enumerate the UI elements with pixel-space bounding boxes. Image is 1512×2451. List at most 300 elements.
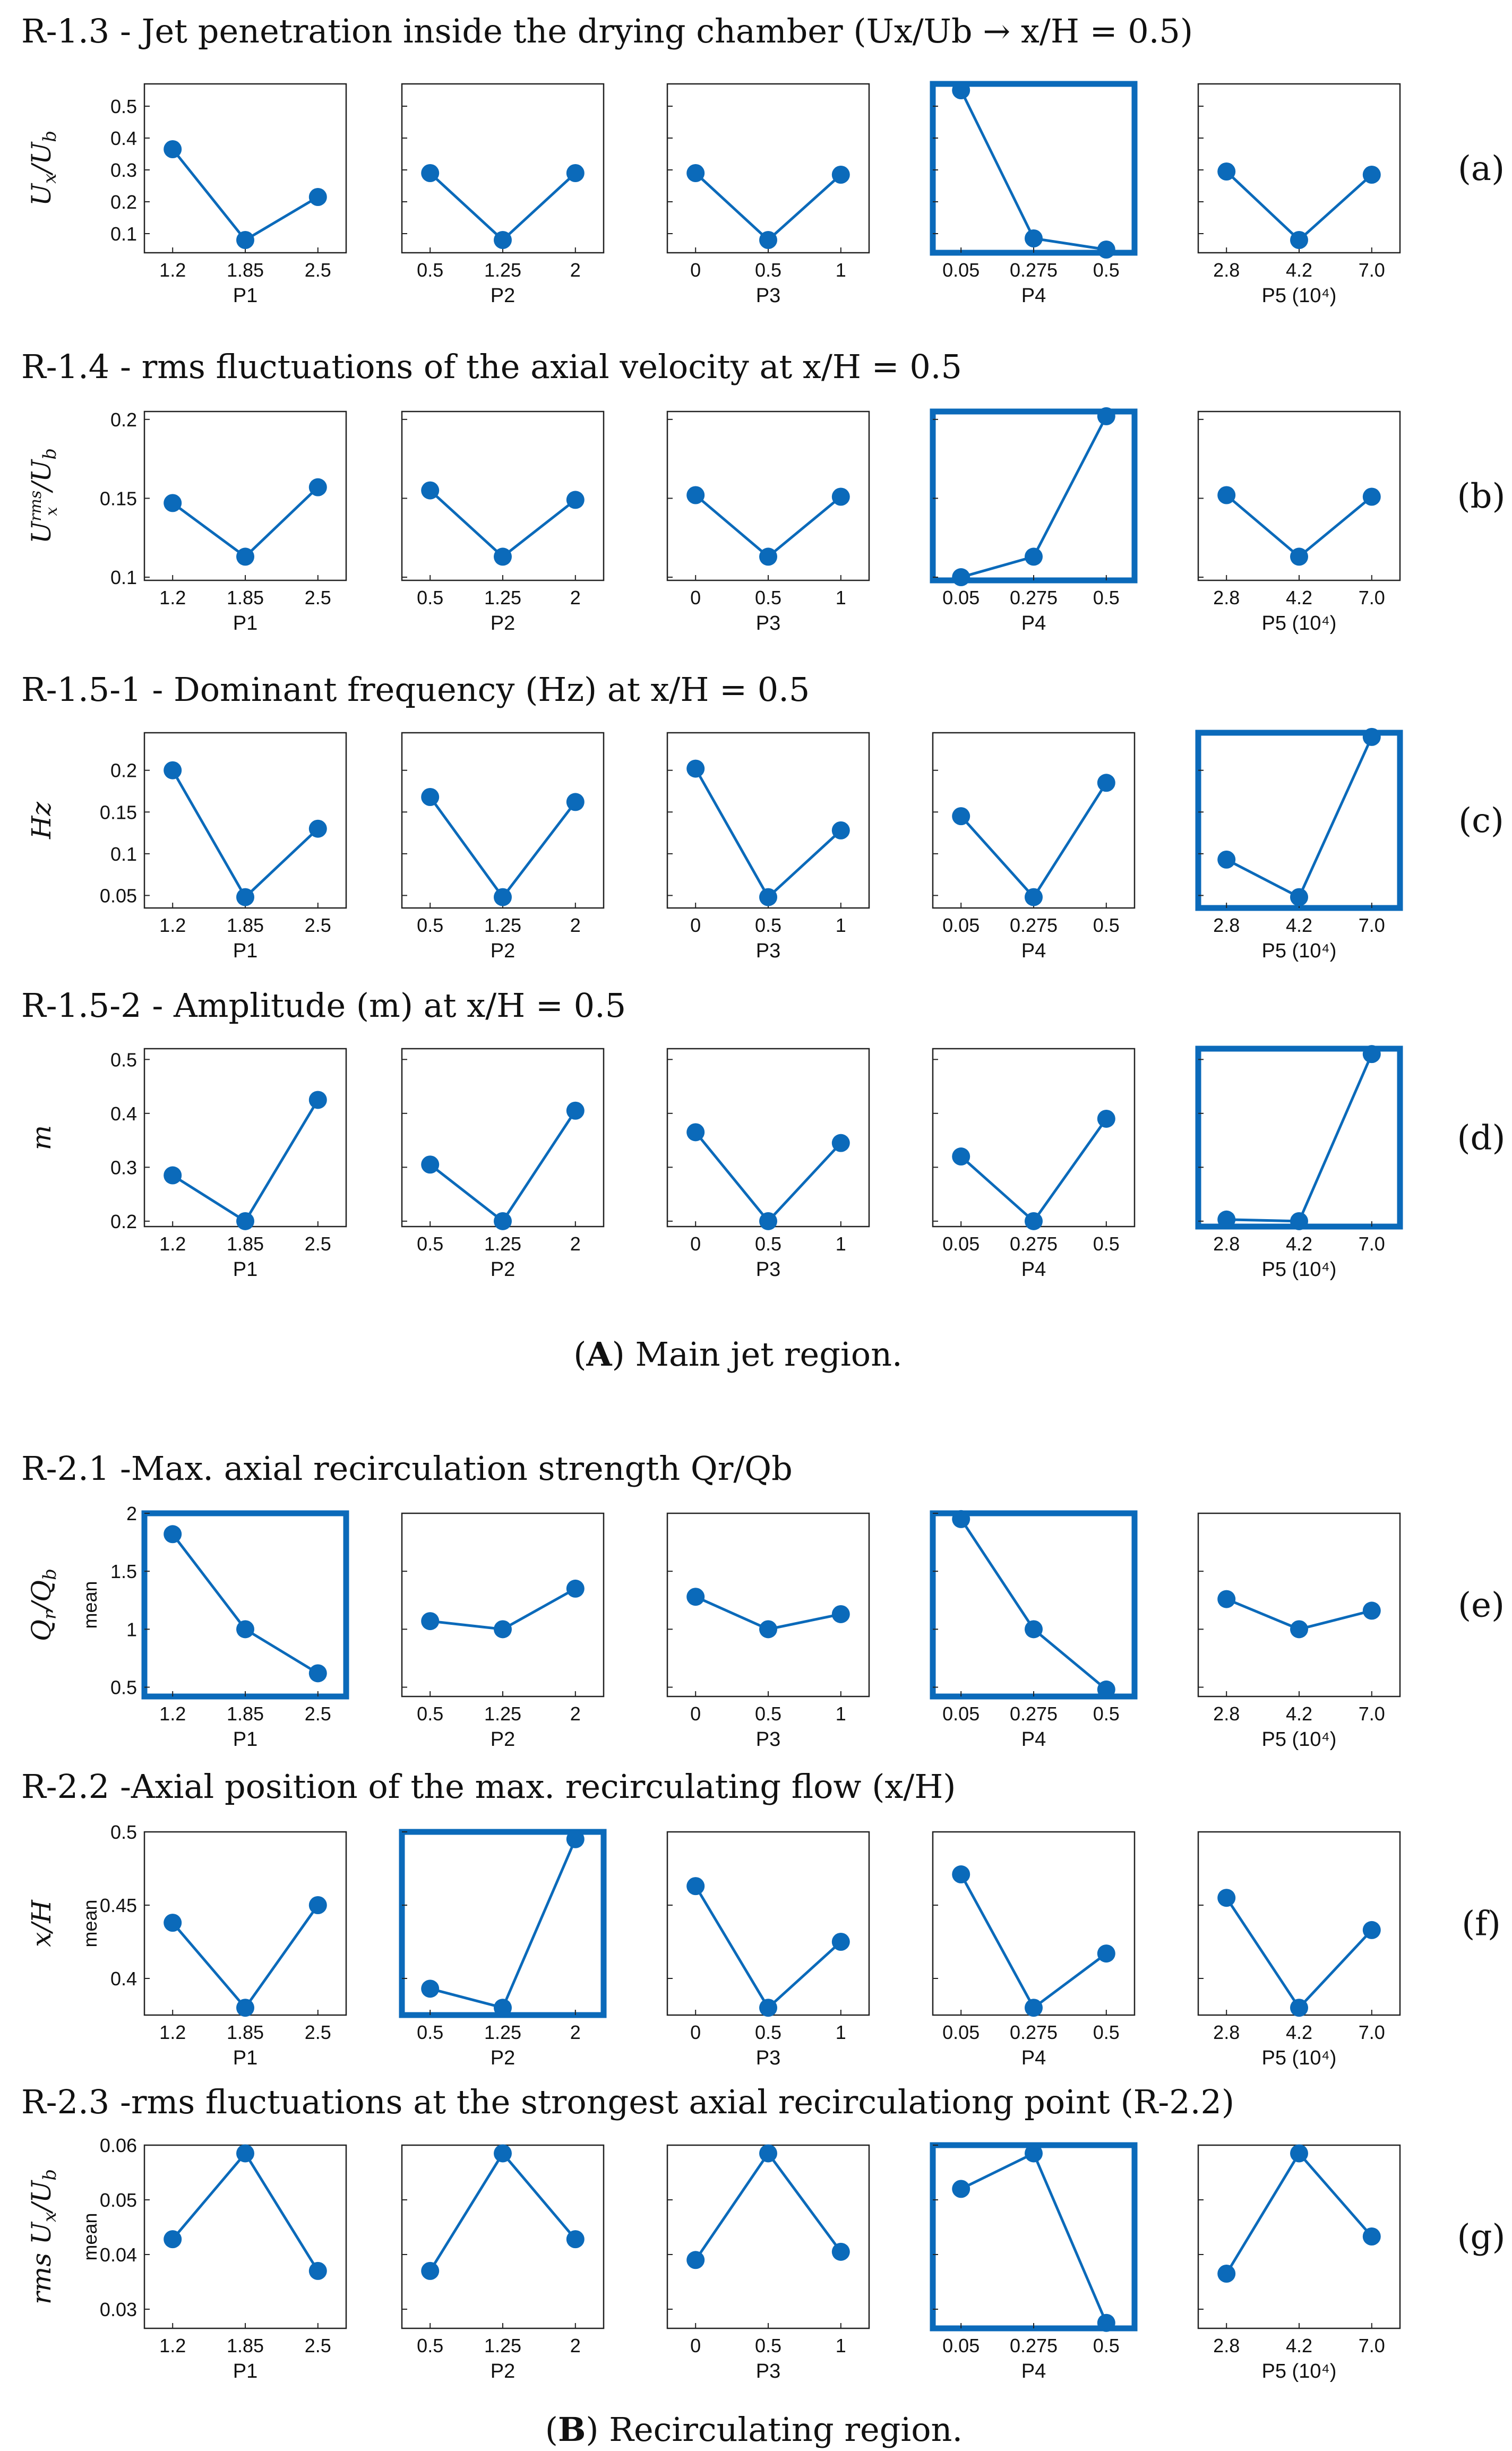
subplot-g-P5 xyxy=(1198,2144,1400,2383)
data-point xyxy=(952,568,970,586)
subplot-e-P2 xyxy=(402,1513,604,1751)
data-point xyxy=(494,231,512,249)
x-tick-label: 0.05 xyxy=(942,2021,980,2043)
data-point xyxy=(1290,547,1308,565)
x-tick-label: 0.05 xyxy=(942,587,980,609)
data-point xyxy=(494,888,512,906)
x-axis-label: P2 xyxy=(490,940,516,962)
data-point xyxy=(759,1620,777,1638)
data-point xyxy=(494,1620,512,1638)
x-tick-label: 1 xyxy=(835,259,846,281)
series-line xyxy=(173,2153,318,2270)
series-line xyxy=(961,90,1106,250)
y-tick-label: 0.06 xyxy=(99,2135,137,2156)
data-point xyxy=(1363,166,1381,184)
y-tick-label: 0.3 xyxy=(110,1156,137,1179)
data-point xyxy=(1363,1601,1381,1619)
subplot-g-P3 xyxy=(667,2144,869,2383)
data-point xyxy=(1290,1620,1308,1638)
x-tick-label: 2.5 xyxy=(304,1703,331,1725)
data-point xyxy=(952,81,970,99)
chart-row-c xyxy=(21,670,1504,962)
svg-text:Urmsx/Ub: $U^{rms}x/U_b$ xyxy=(26,448,61,544)
series-line xyxy=(1226,1898,1372,2008)
data-point xyxy=(1363,1921,1381,1939)
data-point xyxy=(236,1620,254,1638)
x-tick-label: 0 xyxy=(690,259,701,281)
x-tick-label: 0.5 xyxy=(1093,2021,1120,2043)
subplot-c-P2 xyxy=(402,733,604,962)
data-point xyxy=(1363,487,1381,505)
data-point xyxy=(1025,547,1043,565)
y-tick-label: 0.05 xyxy=(99,885,137,907)
data-point xyxy=(686,1588,705,1606)
series-line xyxy=(1226,1054,1372,1221)
panel-tag-d: (d) xyxy=(1457,1118,1506,1158)
x-tick-label: 0.5 xyxy=(754,1703,782,1725)
chart-title-f: R-2.2 -Axial position of the max. recirculating flow (x/H) xyxy=(21,1767,956,1806)
series-line xyxy=(1226,495,1372,557)
x-axis-label: P4 xyxy=(1021,612,1046,635)
data-point xyxy=(759,1999,777,2017)
x-tick-label: 7.0 xyxy=(1358,259,1385,281)
x-axis-label: P5 (10⁴) xyxy=(1261,612,1337,635)
x-axis-label: P3 xyxy=(755,1728,781,1751)
subplot-c-P4 xyxy=(933,733,1135,962)
data-point xyxy=(686,2251,705,2269)
x-axis-label: P4 xyxy=(1021,940,1046,962)
highlight-frame xyxy=(933,84,1135,253)
x-tick-label: 1 xyxy=(835,1233,846,1255)
subplot-d-P4 xyxy=(933,1049,1135,1281)
x-tick-label: 2.8 xyxy=(1213,259,1240,281)
y-tick-label: 0.5 xyxy=(110,1676,137,1699)
x-tick-label: 1 xyxy=(835,2021,846,2043)
caption-a-letter: A xyxy=(586,1335,612,1374)
data-point xyxy=(494,2144,512,2162)
x-axis-label: P1 xyxy=(233,1258,258,1281)
series-line xyxy=(695,173,841,240)
data-point xyxy=(952,1865,970,1883)
x-axis-label: P2 xyxy=(490,2360,516,2383)
y-axis-sublabel-e: mean xyxy=(79,1581,101,1629)
x-tick-label: 0.5 xyxy=(417,2335,444,2356)
x-tick-label: 0.5 xyxy=(1093,1233,1120,1255)
x-tick-label: 0.5 xyxy=(1093,587,1120,609)
data-point xyxy=(164,494,182,512)
subplot-e-P4 xyxy=(933,1510,1135,1751)
chart-title-c: R-1.5-1 - Dominant frequency (Hz) at x/H = 0.5 xyxy=(21,670,810,709)
series-line xyxy=(430,2153,575,2270)
data-point xyxy=(1290,1999,1308,2017)
y-tick-label: 1.5 xyxy=(110,1561,137,1583)
subplot-f-P4 xyxy=(933,1832,1135,2069)
subplot-f-P5 xyxy=(1198,1832,1400,2069)
y-tick-label: 0.5 xyxy=(110,1821,137,1843)
series-line xyxy=(430,797,575,897)
x-tick-label: 0.5 xyxy=(1093,2335,1120,2356)
y-tick-label: 0.2 xyxy=(110,759,137,782)
x-axis-label: P3 xyxy=(755,2360,781,2383)
panel-tag-e: (e) xyxy=(1458,1586,1505,1625)
data-point xyxy=(952,1510,970,1528)
x-tick-label: 4.2 xyxy=(1285,2335,1313,2356)
x-tick-label: 0.5 xyxy=(754,914,782,936)
subplot-g-P1 xyxy=(100,2135,346,2383)
y-tick-label: 0.4 xyxy=(110,1102,137,1125)
x-tick-label: 0 xyxy=(690,1233,701,1255)
plot-frame xyxy=(933,1049,1135,1227)
series-line xyxy=(961,783,1106,897)
x-tick-label: 4.2 xyxy=(1285,914,1313,936)
x-tick-label: 2 xyxy=(570,1703,581,1725)
x-tick-label: 1.2 xyxy=(159,2335,186,2356)
y-tick-label: 0.2 xyxy=(110,191,137,213)
subplot-a-P3 xyxy=(667,84,869,307)
data-point xyxy=(1097,1681,1115,1699)
x-tick-label: 2 xyxy=(570,914,581,936)
series-line xyxy=(173,770,318,897)
series-line xyxy=(961,1519,1106,1690)
data-point xyxy=(566,1830,585,1848)
data-point xyxy=(832,1134,850,1152)
x-tick-label: 0.05 xyxy=(942,2335,980,2356)
highlight-frame xyxy=(1198,733,1400,908)
data-point xyxy=(1363,2227,1381,2246)
data-point xyxy=(1217,851,1235,869)
data-point xyxy=(832,2243,850,2261)
series-line xyxy=(695,1886,841,2008)
x-tick-label: 1.85 xyxy=(226,2335,264,2356)
x-axis-label: P5 (10⁴) xyxy=(1261,2047,1337,2069)
subplot-b-P5 xyxy=(1198,412,1400,635)
subplot-g-P4 xyxy=(933,2144,1135,2383)
x-tick-label: 1.85 xyxy=(226,914,264,936)
data-point xyxy=(236,547,254,565)
x-axis-label: P2 xyxy=(490,1728,516,1751)
series-line xyxy=(1226,172,1372,240)
chart-row-f xyxy=(21,1767,1501,2069)
data-point xyxy=(686,1123,705,1141)
x-tick-label: 7.0 xyxy=(1358,2021,1385,2043)
data-point xyxy=(566,491,585,509)
data-point xyxy=(309,820,327,838)
data-point xyxy=(566,1580,585,1598)
x-tick-label: 0.275 xyxy=(1009,259,1058,281)
series-line xyxy=(173,1905,318,2008)
data-point xyxy=(832,821,850,839)
x-axis-label: P3 xyxy=(755,285,781,307)
plot-frame xyxy=(144,1049,346,1227)
x-tick-label: 1.25 xyxy=(484,587,522,609)
subplot-c-P5 xyxy=(1198,728,1400,962)
x-tick-label: 2.8 xyxy=(1213,1703,1240,1725)
series-line xyxy=(430,1111,575,1221)
y-axis-label-c xyxy=(26,801,57,839)
data-point xyxy=(309,1664,327,1682)
x-tick-label: 0 xyxy=(690,914,701,936)
subplot-d-P5 xyxy=(1198,1045,1400,1281)
panel-tag-g: (g) xyxy=(1457,2217,1506,2257)
series-line xyxy=(695,1132,841,1221)
x-axis-label: P5 (10⁴) xyxy=(1261,1258,1337,1281)
data-point xyxy=(1097,1944,1115,1962)
caption-b: (B) Recirculating region. xyxy=(545,2410,963,2449)
series-line xyxy=(961,2153,1106,2323)
subplot-a-P2 xyxy=(402,84,604,307)
x-tick-label: 0.275 xyxy=(1009,1233,1058,1255)
data-point xyxy=(952,807,970,825)
y-axis-sublabel-g: mean xyxy=(79,2213,101,2261)
series-line xyxy=(695,2153,841,2260)
caption-a: (A) Main jet region. xyxy=(573,1335,903,1374)
data-point xyxy=(1097,1110,1115,1128)
x-tick-label: 0.275 xyxy=(1009,1703,1058,1725)
x-tick-label: 2.8 xyxy=(1213,587,1240,609)
data-point xyxy=(236,2144,254,2162)
x-tick-label: 7.0 xyxy=(1358,914,1385,936)
x-tick-label: 0.5 xyxy=(417,1703,444,1725)
x-tick-label: 0.5 xyxy=(417,2021,444,2043)
x-tick-label: 0.275 xyxy=(1009,914,1058,936)
subplot-c-P3 xyxy=(667,733,869,962)
y-tick-label: 2 xyxy=(126,1503,137,1524)
x-tick-label: 2.8 xyxy=(1213,914,1240,936)
x-tick-label: 4.2 xyxy=(1285,259,1313,281)
subplot-f-P1 xyxy=(100,1821,346,2069)
x-tick-label: 2.8 xyxy=(1213,1233,1240,1255)
x-tick-label: 1 xyxy=(835,2335,846,2356)
panel-tag-a: (a) xyxy=(1457,149,1505,188)
svg-text:x/H: x/H xyxy=(26,1900,57,1947)
data-point xyxy=(164,1525,182,1543)
y-tick-label: 0.15 xyxy=(99,801,137,824)
data-point xyxy=(1290,888,1308,906)
data-point xyxy=(1363,1045,1381,1063)
data-point xyxy=(1217,1590,1235,1608)
subplot-b-P1 xyxy=(100,409,346,635)
series-line xyxy=(430,1839,575,2008)
x-tick-label: 0.5 xyxy=(754,1233,782,1255)
data-point xyxy=(494,1999,512,2017)
x-tick-label: 2.5 xyxy=(304,914,331,936)
x-tick-label: 0 xyxy=(690,2021,701,2043)
subplot-f-P3 xyxy=(667,1832,869,2069)
x-tick-label: 0.05 xyxy=(942,1233,980,1255)
subplot-b-P2 xyxy=(402,412,604,635)
x-axis-label: P1 xyxy=(233,1728,258,1751)
data-point xyxy=(1363,728,1381,746)
series-line xyxy=(695,769,841,897)
y-axis-label-b xyxy=(26,448,61,544)
x-tick-label: 1.25 xyxy=(484,1233,522,1255)
svg-text:Ux/Ub: $U_x/U_b$ xyxy=(26,130,61,207)
x-tick-label: 1.25 xyxy=(484,1703,522,1725)
y-axis-label-f xyxy=(26,1899,57,1947)
x-tick-label: 0.275 xyxy=(1009,587,1058,609)
chart-title-e: R-2.1 -Max. axial recirculation strength Qr/Qb xyxy=(21,1449,793,1488)
highlight-frame xyxy=(1198,1049,1400,1227)
subplot-g-P2 xyxy=(402,2144,604,2383)
x-axis-label: P1 xyxy=(233,2047,258,2069)
x-tick-label: 1.2 xyxy=(159,1233,186,1255)
data-point xyxy=(759,231,777,249)
y-axis-label-a xyxy=(26,131,61,206)
data-point xyxy=(309,478,327,496)
highlight-frame xyxy=(933,1513,1135,1696)
x-tick-label: 1.85 xyxy=(226,259,264,281)
x-tick-label: 2 xyxy=(570,1233,581,1255)
x-tick-label: 1 xyxy=(835,1703,846,1725)
subplot-d-P1 xyxy=(110,1049,346,1281)
chart-title-g: R-2.3 -rms fluctuations at the strongest axial recirculationg point (R-2.2) xyxy=(21,2083,1235,2121)
x-axis-label: P4 xyxy=(1021,1728,1046,1751)
svg-text:m: m xyxy=(26,1125,57,1151)
series-line xyxy=(1226,737,1372,897)
series-line xyxy=(695,495,841,557)
data-point xyxy=(421,1612,439,1630)
chart-row-g xyxy=(21,2083,1505,2383)
y-tick-label: 0.5 xyxy=(110,96,137,117)
data-point xyxy=(686,1877,705,1895)
subplot-a-P5 xyxy=(1198,84,1400,307)
x-axis-label: P2 xyxy=(490,612,516,635)
x-tick-label: 1.85 xyxy=(226,587,264,609)
data-point xyxy=(1025,1212,1043,1230)
subplot-b-P4 xyxy=(933,407,1135,635)
data-point xyxy=(309,2262,327,2280)
series-line xyxy=(961,1119,1106,1221)
data-point xyxy=(309,1091,327,1109)
x-tick-label: 0.5 xyxy=(754,587,782,609)
x-tick-label: 1.85 xyxy=(226,1233,264,1255)
x-tick-label: 2.5 xyxy=(304,2335,331,2356)
x-axis-label: P4 xyxy=(1021,285,1046,307)
plot-frame xyxy=(667,733,869,908)
svg-text:Qr/Qb: $Q_r/Q_b$ xyxy=(26,1569,61,1641)
x-tick-label: 4.2 xyxy=(1285,1233,1313,1255)
y-tick-label: 0.03 xyxy=(99,2298,137,2320)
chart-rows xyxy=(21,12,1505,2383)
x-tick-label: 4.2 xyxy=(1285,2021,1313,2043)
data-point xyxy=(759,547,777,565)
x-axis-label: P3 xyxy=(755,1258,781,1281)
x-tick-label: 0.5 xyxy=(1093,914,1120,936)
data-point xyxy=(759,888,777,906)
subplot-a-P4 xyxy=(933,81,1135,307)
x-tick-label: 1 xyxy=(835,914,846,936)
data-point xyxy=(832,1933,850,1951)
x-tick-label: 0 xyxy=(690,1703,701,1725)
subplot-d-P2 xyxy=(402,1049,604,1281)
x-tick-label: 1.85 xyxy=(226,2021,264,2043)
data-point xyxy=(686,486,705,504)
data-point xyxy=(421,1155,439,1173)
x-axis-label: P5 (10⁴) xyxy=(1261,1728,1337,1751)
x-tick-label: 0.5 xyxy=(1093,259,1120,281)
data-point xyxy=(566,1102,585,1120)
data-point xyxy=(236,231,254,249)
highlight-frame xyxy=(933,2145,1135,2328)
x-tick-label: 0.5 xyxy=(417,587,444,609)
data-point xyxy=(1217,1211,1235,1229)
data-point xyxy=(164,2230,182,2248)
x-tick-label: 1.2 xyxy=(159,2021,186,2043)
x-axis-label: P2 xyxy=(490,2047,516,2069)
x-tick-label: 2.5 xyxy=(304,259,331,281)
series-line xyxy=(961,1874,1106,2008)
x-tick-label: 7.0 xyxy=(1358,1703,1385,1725)
x-tick-label: 2.5 xyxy=(304,1233,331,1255)
data-point xyxy=(236,1999,254,2017)
subplot-d-P3 xyxy=(667,1049,869,1281)
svg-text:Hz: Hz xyxy=(26,802,57,839)
data-point xyxy=(164,140,182,158)
data-point xyxy=(566,793,585,811)
x-tick-label: 4.2 xyxy=(1285,1703,1313,1725)
chart-title-d: R-1.5-2 - Amplitude (m) at x/H = 0.5 xyxy=(21,986,626,1025)
subplot-b-P3 xyxy=(667,412,869,635)
x-tick-label: 1.2 xyxy=(159,914,186,936)
y-tick-label: 0.4 xyxy=(110,127,137,149)
data-point xyxy=(1290,1212,1308,1230)
data-point xyxy=(309,188,327,206)
x-axis-label: P4 xyxy=(1021,2360,1046,2383)
x-tick-label: 2 xyxy=(570,587,581,609)
x-tick-label: 2.5 xyxy=(304,587,331,609)
data-point xyxy=(421,482,439,500)
plot-frame xyxy=(402,1513,604,1696)
data-point xyxy=(164,1914,182,1932)
x-axis-label: P4 xyxy=(1021,2047,1046,2069)
x-axis-label: P5 (10⁴) xyxy=(1261,940,1337,962)
x-axis-label: P5 (10⁴) xyxy=(1261,285,1337,307)
plot-frame xyxy=(402,733,604,908)
plot-frame xyxy=(933,1832,1135,2015)
x-axis-label: P2 xyxy=(490,1258,516,1281)
data-point xyxy=(686,164,705,182)
x-tick-label: 2.8 xyxy=(1213,2335,1240,2356)
subplot-e-P5 xyxy=(1198,1513,1400,1751)
x-axis-label: P1 xyxy=(233,940,258,962)
y-tick-label: 0.2 xyxy=(110,1210,137,1232)
y-axis-label-e xyxy=(26,1569,61,1641)
series-line xyxy=(430,491,575,557)
subplot-e-P1 xyxy=(110,1503,346,1751)
y-tick-label: 0.1 xyxy=(110,223,137,245)
x-tick-label: 0.5 xyxy=(417,1233,444,1255)
data-point xyxy=(686,760,705,778)
x-tick-label: 0.05 xyxy=(942,259,980,281)
data-point xyxy=(421,164,439,182)
chart-row-b xyxy=(21,347,1505,635)
caption-a-text: Main jet region. xyxy=(635,1335,903,1374)
caption-b-letter: B xyxy=(557,2410,586,2449)
x-tick-label: 2.8 xyxy=(1213,2021,1240,2043)
x-tick-label: 1.25 xyxy=(484,2021,522,2043)
series-line xyxy=(173,1100,318,1221)
x-axis-label: P3 xyxy=(755,2047,781,2069)
chart-row-a xyxy=(21,12,1505,307)
series-line xyxy=(173,1534,318,1673)
series-line xyxy=(1226,2153,1372,2274)
svg-text:rms Ux/Ub: rms $U_x/U_b$ xyxy=(26,2169,61,2304)
data-point xyxy=(1290,231,1308,249)
y-tick-label: 0.45 xyxy=(99,1895,137,1916)
chart-title-a: R-1.3 - Jet penetration inside the drying chamber (Ux/Ub → x/H = 0.5) xyxy=(21,12,1193,50)
plot-frame xyxy=(667,2145,869,2328)
plot-frame xyxy=(667,1832,869,2015)
